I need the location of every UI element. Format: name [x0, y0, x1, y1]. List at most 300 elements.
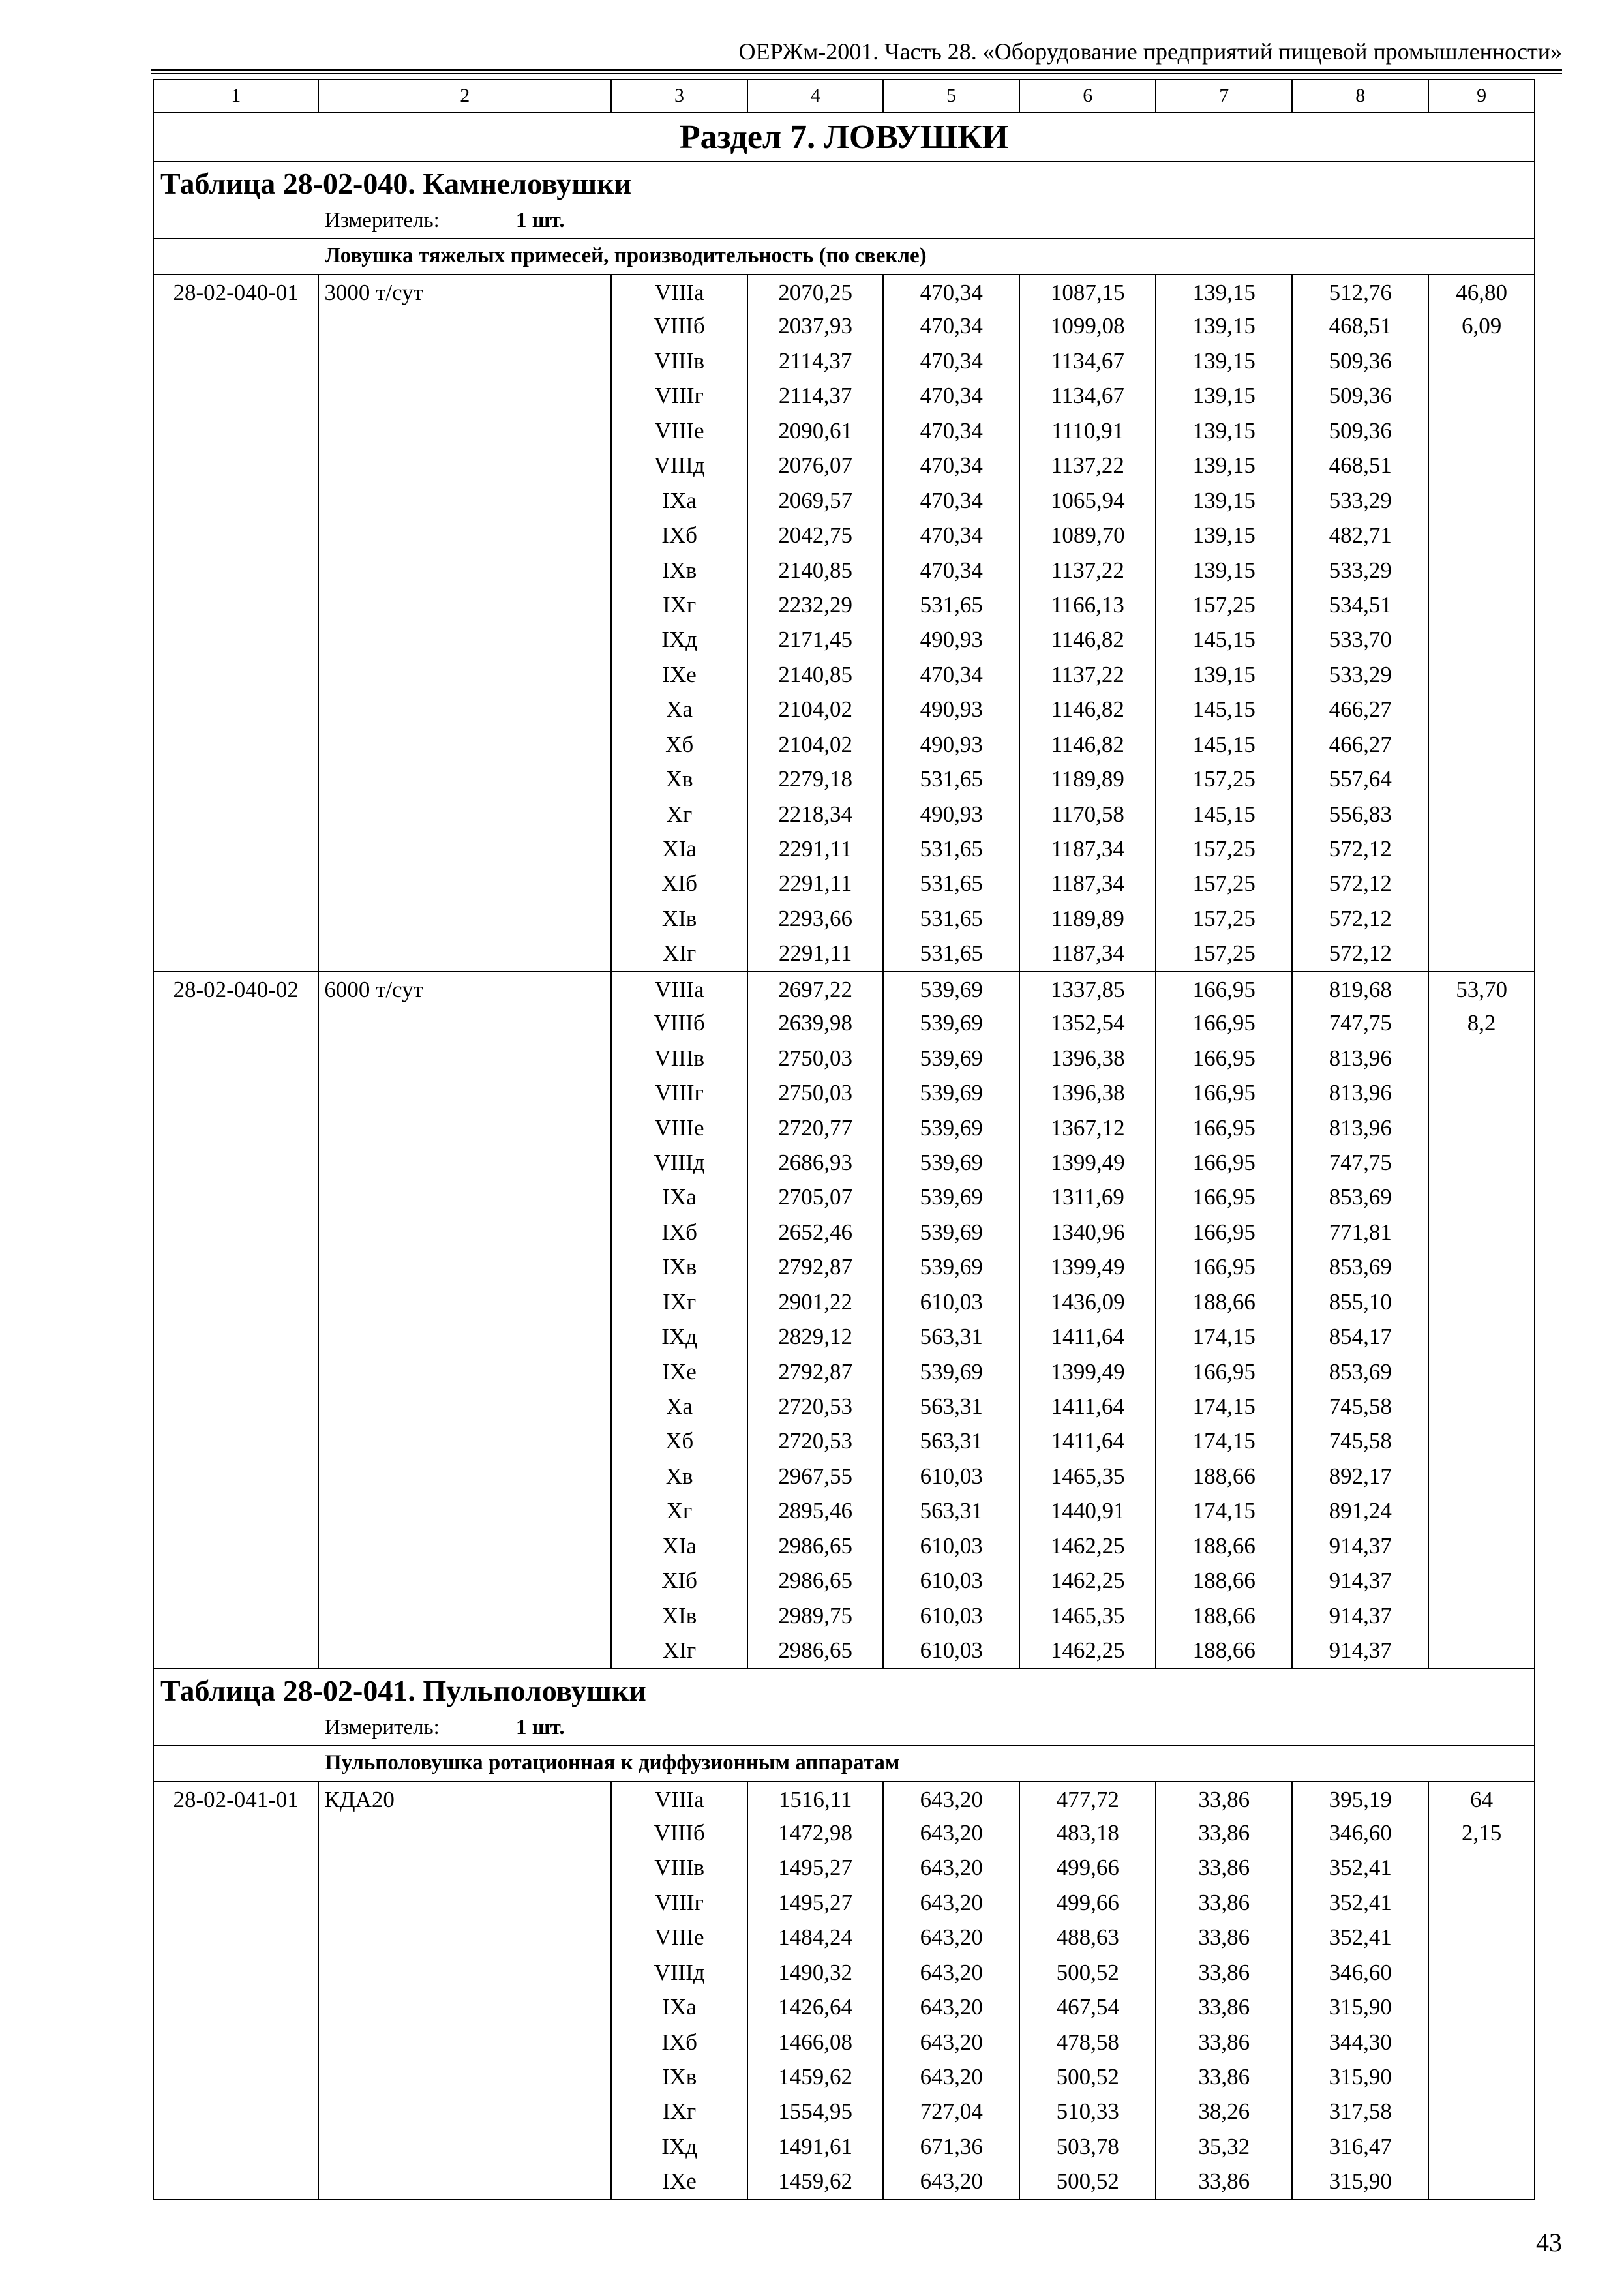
- col9-cell: [1428, 413, 1534, 448]
- value-cell: 33,86: [1155, 1920, 1291, 1954]
- code-cell: [154, 1075, 318, 1110]
- name-cell: [318, 1111, 610, 1145]
- code-cell: [154, 1816, 318, 1850]
- col9-cell: [1428, 1111, 1534, 1145]
- column-number: 3: [610, 80, 747, 112]
- value-cell: 490,93: [882, 727, 1019, 762]
- value-cell: 174,15: [1155, 1424, 1291, 1458]
- value-cell: 166,95: [1155, 1006, 1291, 1040]
- name-cell: [318, 1459, 610, 1493]
- col9-cell: [1428, 448, 1534, 483]
- table-row: [154, 1389, 1534, 1424]
- table-row: [154, 1781, 1534, 1816]
- zone-cell: VIIIб: [610, 308, 747, 343]
- value-cell: 483,18: [1019, 1816, 1155, 1850]
- value-cell: 563,31: [882, 1493, 1019, 1528]
- value-cell: 1187,34: [1019, 936, 1155, 970]
- value-cell: 500,52: [1019, 2164, 1155, 2198]
- zone-cell: XIб: [610, 1563, 747, 1598]
- value-cell: 563,31: [882, 1424, 1019, 1458]
- value-cell: 145,15: [1155, 692, 1291, 726]
- value-cell: 1134,67: [1019, 344, 1155, 378]
- code-cell: [154, 727, 318, 762]
- code-cell: [154, 1459, 318, 1493]
- value-cell: 853,69: [1291, 1249, 1428, 1284]
- col9-cell: [1428, 727, 1534, 762]
- table-row: [154, 1145, 1534, 1180]
- col9-cell: [1428, 2094, 1534, 2129]
- value-cell: 166,95: [1155, 1249, 1291, 1284]
- code-cell: [154, 483, 318, 518]
- zone-cell: IXг: [610, 1285, 747, 1319]
- value-cell: 499,66: [1019, 1850, 1155, 1885]
- table-row: [154, 413, 1534, 448]
- value-cell: 671,36: [882, 2129, 1019, 2164]
- value-cell: 139,15: [1155, 483, 1291, 518]
- name-cell: [318, 1145, 610, 1180]
- code-cell: [154, 2025, 318, 2059]
- value-cell: 174,15: [1155, 1389, 1291, 1424]
- name-cell: [318, 622, 610, 657]
- name-cell: КДА20: [318, 1782, 610, 1816]
- col9-cell: [1428, 378, 1534, 413]
- zone-cell: XIг: [610, 936, 747, 970]
- col9-cell: [1428, 692, 1534, 726]
- value-cell: 1399,49: [1019, 1145, 1155, 1180]
- value-cell: 482,71: [1291, 518, 1428, 552]
- table-row: [154, 1215, 1534, 1249]
- value-cell: 2986,65: [747, 1563, 882, 1598]
- value-cell: 2901,22: [747, 1285, 882, 1319]
- table-row: [154, 1006, 1534, 1040]
- code-cell: [154, 1006, 318, 1040]
- value-cell: 610,03: [882, 1563, 1019, 1598]
- value-cell: 470,34: [882, 413, 1019, 448]
- code-cell: [154, 1955, 318, 1990]
- value-cell: 490,93: [882, 692, 1019, 726]
- name-cell: [318, 936, 610, 970]
- value-cell: 819,68: [1291, 972, 1428, 1006]
- col9-cell: [1428, 1563, 1534, 1598]
- zone-cell: Xг: [610, 1493, 747, 1528]
- value-cell: 745,58: [1291, 1389, 1428, 1424]
- value-cell: 467,54: [1019, 1990, 1155, 2024]
- value-cell: 1459,62: [747, 2059, 882, 2094]
- col9-cell: [1428, 2059, 1534, 2094]
- name-cell: [318, 762, 610, 796]
- col9-cell: [1428, 2164, 1534, 2198]
- code-cell: [154, 1920, 318, 1954]
- value-cell: 352,41: [1291, 1920, 1428, 1954]
- value-cell: 33,86: [1155, 1955, 1291, 1990]
- value-cell: 539,69: [882, 1354, 1019, 1389]
- value-cell: 2720,77: [747, 1111, 882, 1145]
- table-row: [154, 1319, 1534, 1354]
- table-row: [154, 1885, 1534, 1920]
- value-cell: 1491,61: [747, 2129, 882, 2164]
- zone-cell: VIIIд: [610, 1955, 747, 1990]
- code-cell: 28-02-041-01: [173, 1786, 299, 1812]
- value-cell: 531,65: [882, 936, 1019, 970]
- col9-cell: [1428, 553, 1534, 588]
- zone-cell: VIIIв: [610, 1850, 747, 1885]
- zone-cell: Xа: [610, 1389, 747, 1424]
- code-cell: [154, 866, 318, 901]
- zone-cell: IXб: [610, 1215, 747, 1249]
- value-cell: 2639,98: [747, 1006, 882, 1040]
- value-cell: 539,69: [882, 1145, 1019, 1180]
- value-cell: 166,95: [1155, 972, 1291, 1006]
- name-cell: [318, 1075, 610, 1110]
- value-cell: 2037,93: [747, 308, 882, 343]
- value-cell: 512,76: [1291, 275, 1428, 308]
- value-cell: 1087,15: [1019, 275, 1155, 308]
- table-title: Таблица 28-02-041. Пульполовушки: [154, 1668, 1534, 1713]
- value-cell: 1166,13: [1019, 588, 1155, 622]
- value-cell: 139,15: [1155, 657, 1291, 692]
- zone-cell: IXд: [610, 2129, 747, 2164]
- value-cell: 166,95: [1155, 1215, 1291, 1249]
- value-cell: 2140,85: [747, 553, 882, 588]
- value-cell: 2293,66: [747, 901, 882, 936]
- value-cell: 157,25: [1155, 831, 1291, 866]
- name-cell: [318, 657, 610, 692]
- value-cell: 33,86: [1155, 1816, 1291, 1850]
- zone-cell: Xа: [610, 692, 747, 726]
- code-cell: [154, 1424, 318, 1458]
- unit-label: Измеритель:: [325, 209, 440, 232]
- col9-cell: [1428, 622, 1534, 657]
- name-cell: [318, 2164, 610, 2198]
- col9-cell: [1428, 657, 1534, 692]
- code-cell: [154, 1285, 318, 1319]
- value-cell: 188,66: [1155, 1459, 1291, 1493]
- code-cell: [154, 831, 318, 866]
- value-cell: 33,86: [1155, 1990, 1291, 2024]
- value-cell: 468,51: [1291, 308, 1428, 343]
- code-cell: [154, 1041, 318, 1075]
- value-cell: 2792,87: [747, 1354, 882, 1389]
- col9-cell: [1428, 901, 1534, 936]
- name-cell: [318, 1816, 610, 1850]
- value-cell: 643,20: [882, 1990, 1019, 2024]
- zone-cell: Xв: [610, 762, 747, 796]
- zone-cell: IXе: [610, 1354, 747, 1389]
- code-cell: [154, 1249, 318, 1284]
- value-cell: 1065,94: [1019, 483, 1155, 518]
- col9-cell: 6,09: [1428, 308, 1534, 343]
- col9-cell: [1428, 866, 1534, 901]
- value-cell: 166,95: [1155, 1041, 1291, 1075]
- value-cell: 2232,29: [747, 588, 882, 622]
- col9-cell: [1428, 2025, 1534, 2059]
- value-cell: 1137,22: [1019, 553, 1155, 588]
- value-cell: 1462,25: [1019, 1529, 1155, 1563]
- table-row: [154, 1111, 1534, 1145]
- table-row: [154, 1180, 1534, 1214]
- table-row: [154, 797, 1534, 831]
- col9-cell: [1428, 1633, 1534, 1668]
- code-cell: [154, 378, 318, 413]
- code-cell: [154, 1215, 318, 1249]
- value-cell: 2114,37: [747, 378, 882, 413]
- table-row: [154, 518, 1534, 552]
- name-cell: [318, 1493, 610, 1528]
- name-cell: [318, 1885, 610, 1920]
- code-cell: [154, 1885, 318, 1920]
- col9-cell: [1428, 483, 1534, 518]
- name-cell: 3000 т/сут: [318, 275, 610, 308]
- value-cell: 1134,67: [1019, 378, 1155, 413]
- code-cell: [154, 762, 318, 796]
- value-cell: 747,75: [1291, 1145, 1428, 1180]
- value-cell: 892,17: [1291, 1459, 1428, 1493]
- value-cell: 139,15: [1155, 308, 1291, 343]
- name-cell: [318, 1006, 610, 1040]
- value-cell: 539,69: [882, 1249, 1019, 1284]
- value-cell: 531,65: [882, 588, 1019, 622]
- value-cell: 139,15: [1155, 344, 1291, 378]
- code-cell: [154, 1111, 318, 1145]
- zone-cell: XIв: [610, 1598, 747, 1633]
- value-cell: 914,37: [1291, 1529, 1428, 1563]
- zone-cell: VIIIв: [610, 1041, 747, 1075]
- value-cell: 914,37: [1291, 1633, 1428, 1668]
- table-row: [154, 378, 1534, 413]
- col9-cell: [1428, 1955, 1534, 1990]
- code-cell: [154, 797, 318, 831]
- value-cell: 315,90: [1291, 2164, 1428, 2198]
- page-number: 43: [1536, 2228, 1562, 2257]
- value-cell: 316,47: [1291, 2129, 1428, 2164]
- name-cell: [318, 588, 610, 622]
- table-row: [154, 866, 1534, 901]
- value-cell: 317,58: [1291, 2094, 1428, 2129]
- value-cell: 643,20: [882, 1920, 1019, 1954]
- table-row: [154, 2059, 1534, 2094]
- value-cell: 488,63: [1019, 1920, 1155, 1954]
- value-cell: 352,41: [1291, 1885, 1428, 1920]
- value-cell: 2218,34: [747, 797, 882, 831]
- code-cell: [154, 553, 318, 588]
- value-cell: 572,12: [1291, 936, 1428, 970]
- value-cell: 499,66: [1019, 1885, 1155, 1920]
- name-cell: [318, 831, 610, 866]
- value-cell: 500,52: [1019, 2059, 1155, 2094]
- value-cell: 1137,22: [1019, 657, 1155, 692]
- value-cell: 188,66: [1155, 1598, 1291, 1633]
- table-row: [154, 1990, 1534, 2024]
- table-row: [154, 1493, 1534, 1528]
- value-cell: 643,20: [882, 1885, 1019, 1920]
- value-cell: 468,51: [1291, 448, 1428, 483]
- col9-cell: [1428, 1145, 1534, 1180]
- value-cell: 2652,46: [747, 1215, 882, 1249]
- value-cell: 534,51: [1291, 588, 1428, 622]
- zone-cell: IXг: [610, 588, 747, 622]
- table-row: [154, 1633, 1534, 1668]
- zone-cell: IXе: [610, 2164, 747, 2198]
- value-cell: 139,15: [1155, 553, 1291, 588]
- value-cell: 466,27: [1291, 692, 1428, 726]
- value-cell: 500,52: [1019, 1955, 1155, 1990]
- value-cell: 477,72: [1019, 1782, 1155, 1816]
- value-cell: 2114,37: [747, 344, 882, 378]
- value-cell: 853,69: [1291, 1180, 1428, 1214]
- value-cell: 2686,93: [747, 1145, 882, 1180]
- value-cell: 139,15: [1155, 518, 1291, 552]
- table-title: Таблица 28-02-040. Камнеловушки: [154, 161, 1534, 205]
- col9-cell: [1428, 1598, 1534, 1633]
- value-cell: 188,66: [1155, 1529, 1291, 1563]
- value-cell: 2967,55: [747, 1459, 882, 1493]
- code-cell: 28-02-040-01: [173, 280, 299, 305]
- value-cell: 610,03: [882, 1459, 1019, 1493]
- value-cell: 563,31: [882, 1319, 1019, 1354]
- value-cell: 139,15: [1155, 448, 1291, 483]
- value-cell: 1462,25: [1019, 1563, 1155, 1598]
- name-cell: [318, 1529, 610, 1563]
- table-row: [154, 1075, 1534, 1110]
- value-cell: 470,34: [882, 275, 1019, 308]
- value-cell: 533,29: [1291, 553, 1428, 588]
- zone-cell: Xг: [610, 797, 747, 831]
- unit-value: 1 шт.: [516, 209, 565, 232]
- zone-cell: VIIIв: [610, 344, 747, 378]
- value-cell: 509,36: [1291, 413, 1428, 448]
- name-cell: [318, 1633, 610, 1668]
- zone-cell: IXв: [610, 553, 747, 588]
- value-cell: 572,12: [1291, 866, 1428, 901]
- value-cell: 557,64: [1291, 762, 1428, 796]
- code-cell: [154, 448, 318, 483]
- value-cell: 510,33: [1019, 2094, 1155, 2129]
- unit-label: Измеритель:: [325, 1715, 440, 1739]
- value-cell: 539,69: [882, 1215, 1019, 1249]
- value-cell: 1399,49: [1019, 1354, 1155, 1389]
- value-cell: 533,29: [1291, 657, 1428, 692]
- code-cell: [154, 1145, 318, 1180]
- value-cell: 188,66: [1155, 1563, 1291, 1598]
- column-number: 2: [318, 80, 610, 112]
- table-row: [154, 1041, 1534, 1075]
- value-cell: 344,30: [1291, 2025, 1428, 2059]
- value-cell: 556,83: [1291, 797, 1428, 831]
- zone-cell: XIб: [610, 866, 747, 901]
- name-cell: [318, 1319, 610, 1354]
- value-cell: 1187,34: [1019, 831, 1155, 866]
- zone-cell: VIIIд: [610, 1145, 747, 1180]
- code-cell: [154, 413, 318, 448]
- zone-cell: IXб: [610, 518, 747, 552]
- table-row: [154, 1529, 1534, 1563]
- value-cell: 745,58: [1291, 1424, 1428, 1458]
- value-cell: 33,86: [1155, 1782, 1291, 1816]
- value-cell: 139,15: [1155, 413, 1291, 448]
- value-cell: 813,96: [1291, 1111, 1428, 1145]
- value-cell: 2750,03: [747, 1075, 882, 1110]
- col9-cell: [1428, 1285, 1534, 1319]
- value-cell: 914,37: [1291, 1598, 1428, 1633]
- col9-cell: 53,70: [1428, 972, 1534, 1006]
- table-row: [154, 1920, 1534, 1954]
- table-row: [154, 901, 1534, 936]
- value-cell: 2291,11: [747, 831, 882, 866]
- table-row: [154, 1955, 1534, 1990]
- value-cell: 2989,75: [747, 1598, 882, 1633]
- code-cell: [154, 936, 318, 970]
- value-cell: 747,75: [1291, 1006, 1428, 1040]
- name-cell: [318, 1424, 610, 1458]
- value-cell: 33,86: [1155, 1885, 1291, 1920]
- value-cell: 2104,02: [747, 727, 882, 762]
- zone-cell: XIа: [610, 1529, 747, 1563]
- table-row: [154, 483, 1534, 518]
- table-row: [154, 1459, 1534, 1493]
- table-row: [154, 1285, 1534, 1319]
- value-cell: 1146,82: [1019, 692, 1155, 726]
- unit-row: [154, 205, 1534, 238]
- zone-cell: IXг: [610, 2094, 747, 2129]
- value-cell: 2069,57: [747, 483, 882, 518]
- zone-cell: XIг: [610, 1633, 747, 1668]
- zone-cell: Xб: [610, 1424, 747, 1458]
- value-cell: 470,34: [882, 344, 1019, 378]
- running-header: ОЕРЖм-2001. Часть 28. «Оборудование предприятий пищевой промышленности»: [738, 38, 1562, 65]
- table-row: [154, 1850, 1534, 1885]
- value-cell: 145,15: [1155, 727, 1291, 762]
- col9-cell: 64: [1428, 1782, 1534, 1816]
- value-cell: 643,20: [882, 1816, 1019, 1850]
- name-cell: [318, 1354, 610, 1389]
- col9-cell: [1428, 1319, 1534, 1354]
- col9-cell: [1428, 1529, 1534, 1563]
- value-cell: 2829,12: [747, 1319, 882, 1354]
- code-cell: [154, 2059, 318, 2094]
- value-cell: 2291,11: [747, 866, 882, 901]
- column-number: 6: [1019, 80, 1155, 112]
- value-cell: 610,03: [882, 1529, 1019, 1563]
- value-cell: 643,20: [882, 1782, 1019, 1816]
- table-row: [154, 1249, 1534, 1284]
- zone-cell: IXа: [610, 1990, 747, 2024]
- value-cell: 1495,27: [747, 1850, 882, 1885]
- zone-cell: VIIIа: [610, 972, 747, 1006]
- table-row: [154, 727, 1534, 762]
- unit-value: 1 шт.: [516, 1715, 565, 1739]
- value-cell: 2720,53: [747, 1389, 882, 1424]
- code-cell: [154, 1389, 318, 1424]
- zone-cell: IXд: [610, 1319, 747, 1354]
- name-cell: [318, 1389, 610, 1424]
- value-cell: 2720,53: [747, 1424, 882, 1458]
- name-cell: [318, 2129, 610, 2164]
- value-cell: 1099,08: [1019, 308, 1155, 343]
- value-cell: 727,04: [882, 2094, 1019, 2129]
- col9-cell: 46,80: [1428, 275, 1534, 308]
- value-cell: 643,20: [882, 2164, 1019, 2198]
- code-cell: [154, 1850, 318, 1885]
- name-cell: [318, 1180, 610, 1214]
- value-cell: 509,36: [1291, 378, 1428, 413]
- group-title: Ловушка тяжелых примесей, производительность (по свекле): [154, 238, 1534, 274]
- zone-cell: VIIIе: [610, 413, 747, 448]
- value-cell: 891,24: [1291, 1493, 1428, 1528]
- col9-cell: [1428, 1249, 1534, 1284]
- table-row: [154, 553, 1534, 588]
- name-cell: [318, 692, 610, 726]
- value-cell: 1189,89: [1019, 901, 1155, 936]
